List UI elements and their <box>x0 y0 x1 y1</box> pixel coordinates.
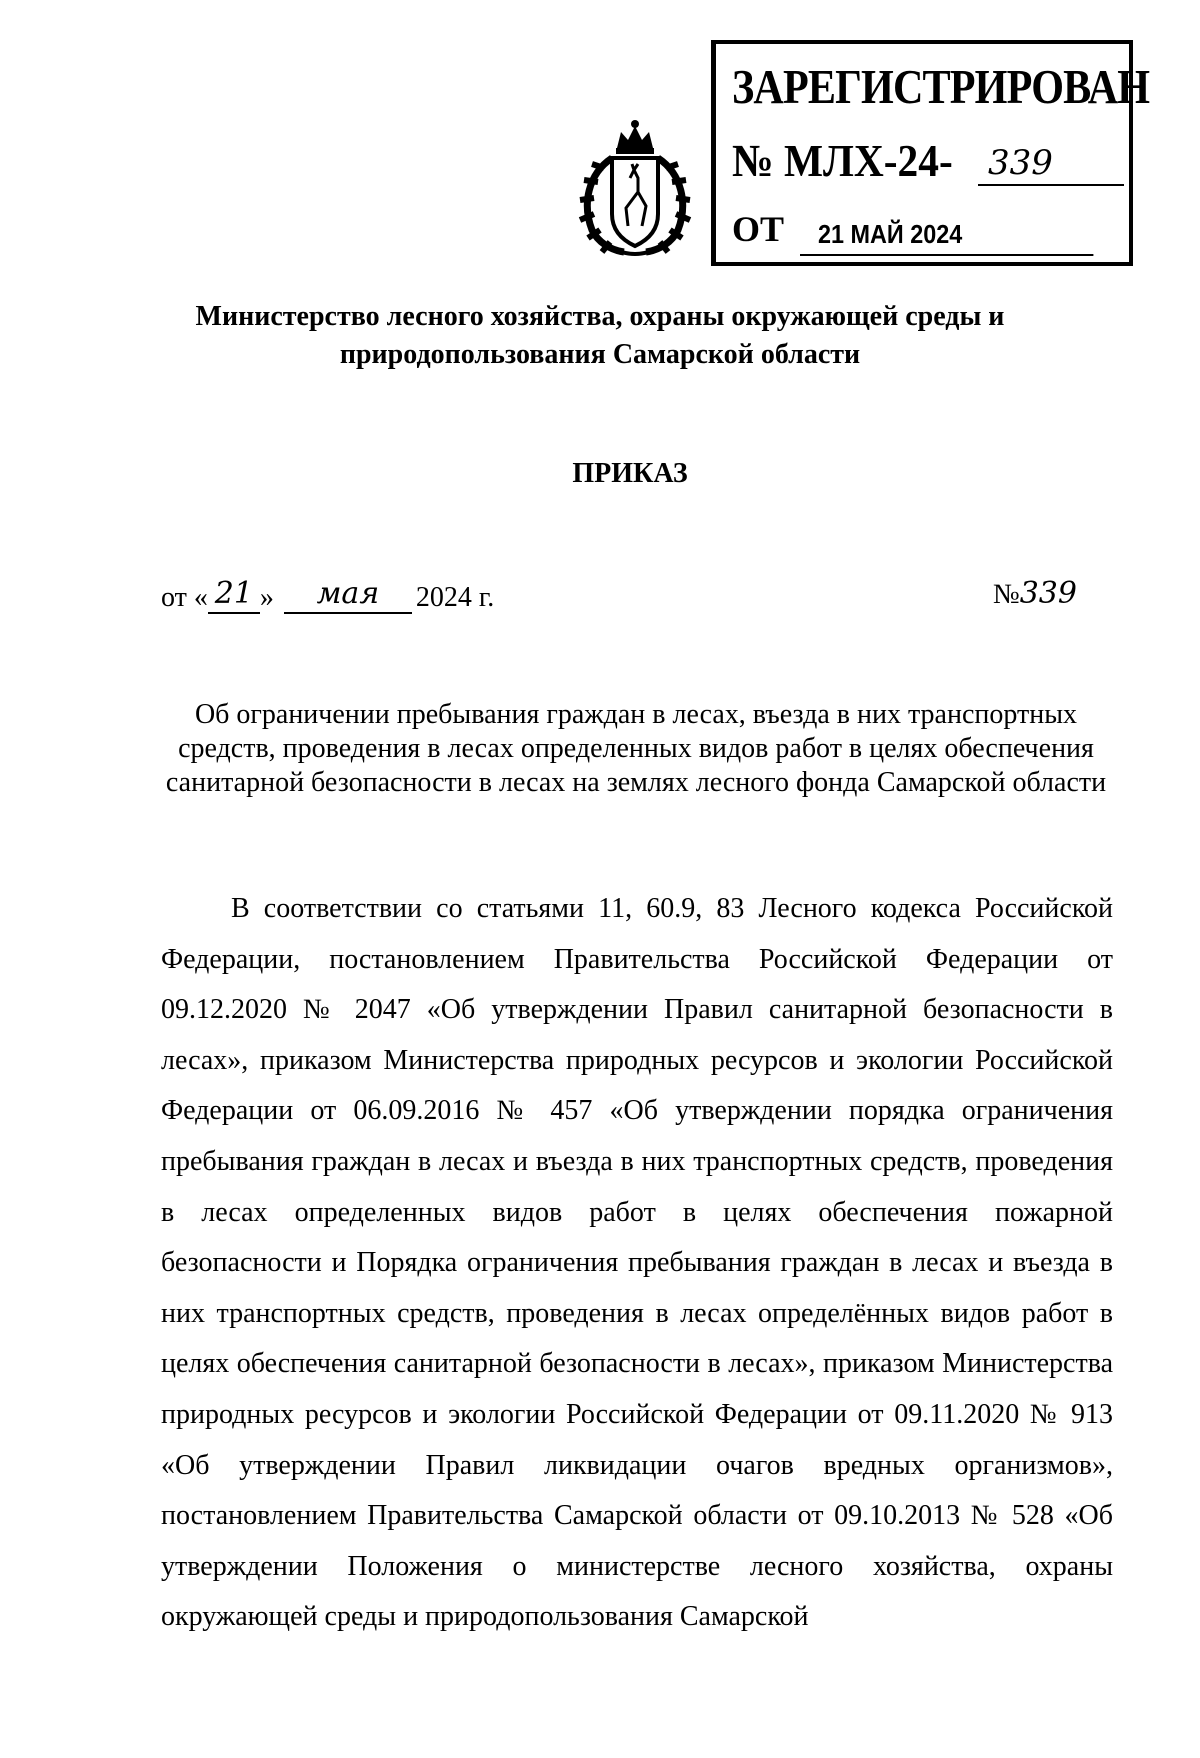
stamp-number-value: 339 <box>978 144 1124 186</box>
date-prefix: от « <box>161 582 208 613</box>
document-type: ПРИКАЗ <box>572 458 688 489</box>
order-number <box>993 576 1092 611</box>
samara-coat-of-arms-icon <box>572 118 698 258</box>
date-month: мая <box>316 576 380 611</box>
date-day: 21 <box>214 576 253 611</box>
number-value: 339 <box>1019 576 1077 611</box>
stamp-date-value: 21 МАЙ 2024 <box>800 212 1093 256</box>
registration-stamp <box>711 40 1150 266</box>
date-year: 2024 г. <box>415 582 495 613</box>
number-prefix: № <box>993 579 1020 610</box>
stamp-number-label: № МЛХ-24- <box>732 135 953 186</box>
body-paragraph: В соответствии со статьями 11, 60.9, 83 Лесного кодекса Российской Федерации, постановлением Правительства Российской Федерации от 09.12.2020 № 2047 «Об утверждении Правил санитарной безопасности в лесах», приказом Министерства природных ресурсов и экологии Российской Федерации от 06.09.2016 № 457 «Об утверждении порядка ограничения пребывания граждан в лесах и въезда в них транспортных средств, проведения в лесах определенных видов работ в целях обеспечения пожарной безопасности и Порядка ограничения пребывания граждан в лесах и въезда в них транспортных средств, проведения в лесах определённых видов работ в целях обеспечения санитарной безопасности в лесах», приказом Министерства природных ресурсов и экологии Российской Федерации от 09.11.2020 № 913 «Об утверждении Правил ликвидации очагов вредных организмов», постановлением Правительства Самарской области от 09.10.2013 № 528 «Об утверждении Положения о министерстве лесного хозяйства, охраны окружающей среды и природопользования Самарской <box>161 893 1113 1633</box>
ministry-name: Министерство лесного хозяйства, охраны окружающей среды и природопользования Самарской области <box>195 301 1005 370</box>
order-subject: Об ограничении пребывания граждан в лесах, въезда в них транспортных средств, проведения в лесах определенных видов работ в целях обеспечения санитарной безопасности в лесах на землях лесного фонда Самарской области <box>165 699 1107 798</box>
date-mid: » <box>259 582 274 613</box>
stamp-title: ЗАРЕГИСТРИРОВАН <box>732 59 1150 114</box>
stamp-date-label: ОТ <box>732 209 785 249</box>
order-date <box>161 576 494 614</box>
